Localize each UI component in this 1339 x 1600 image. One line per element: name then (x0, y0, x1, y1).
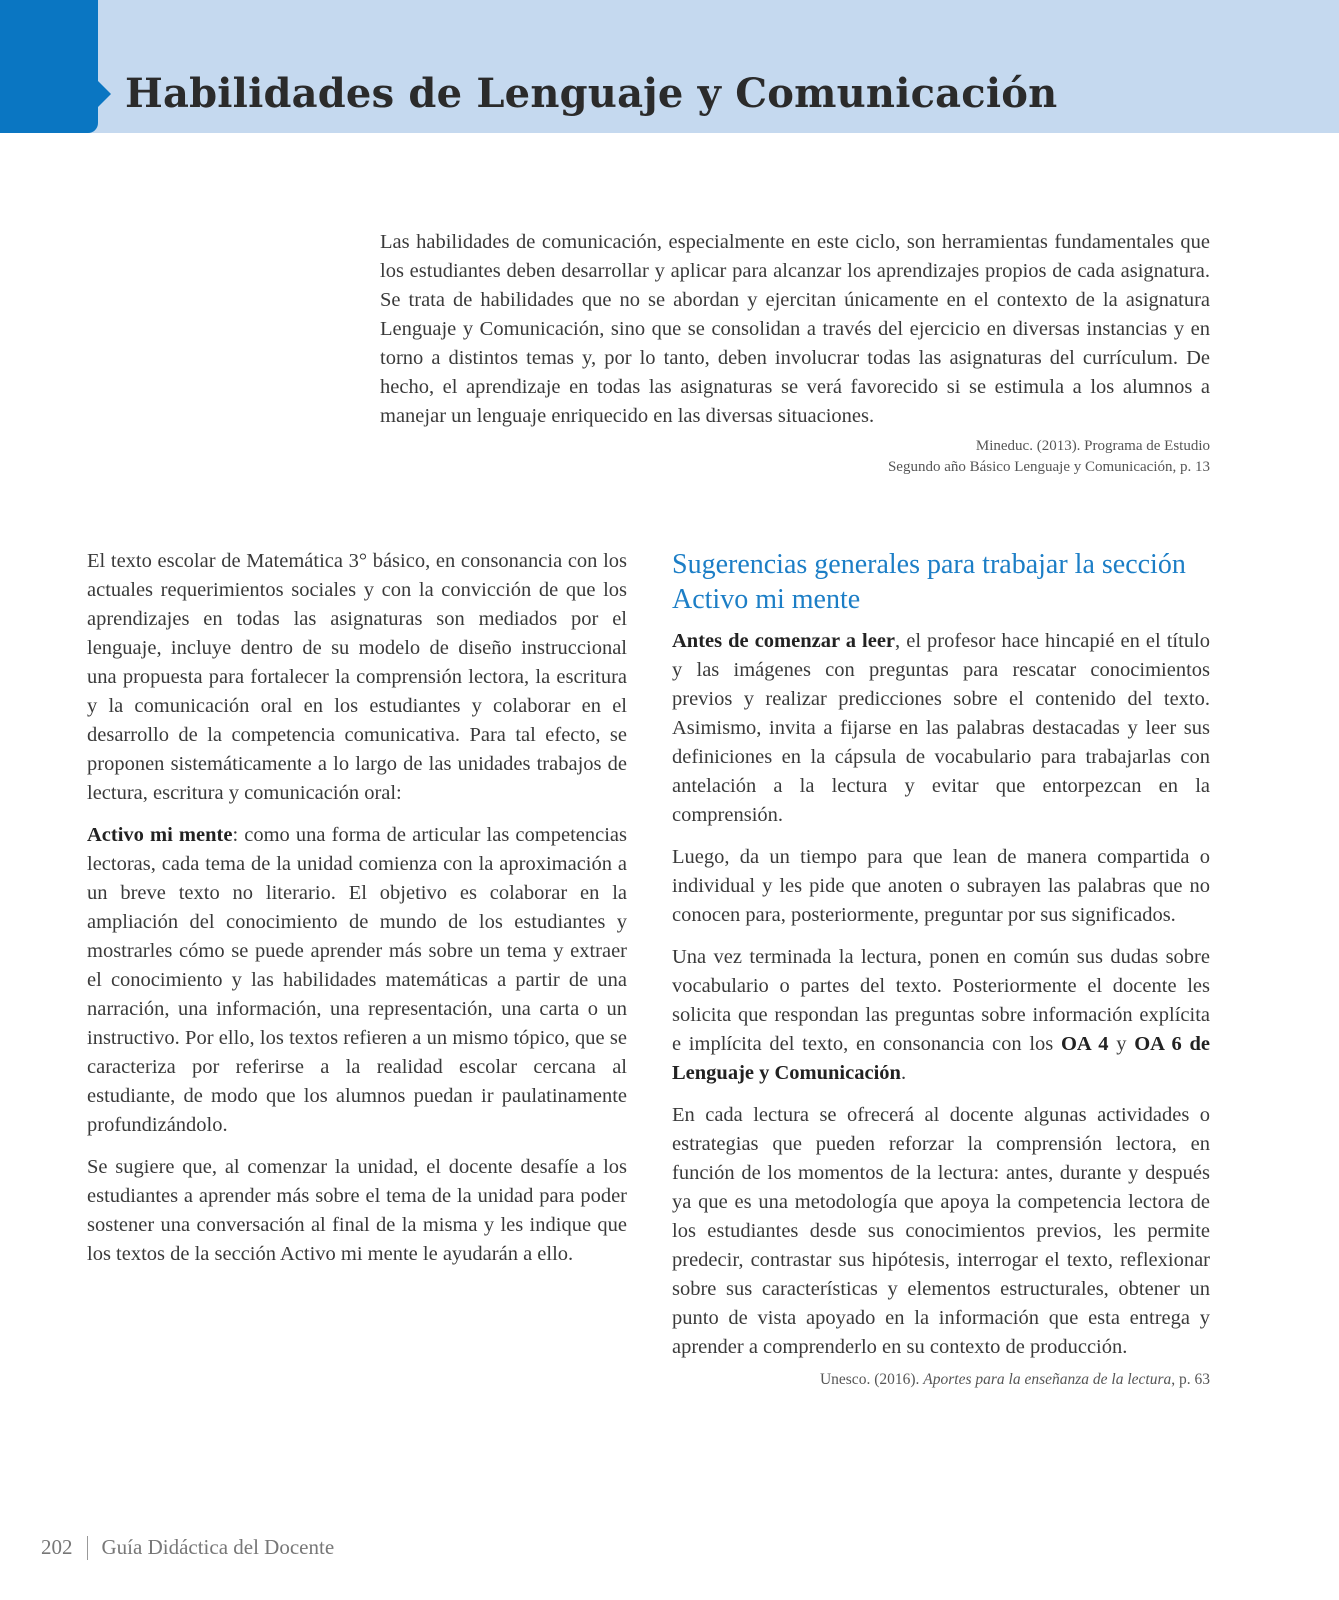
left-paragraph-2 (87, 821, 627, 1140)
quote-citation-line-2: Segundo año Básico Lenguaje y Comunicación, p. 13 (887, 459, 1210, 475)
unesco-citation-start: Unesco. (2016). (819, 1371, 924, 1388)
left-column (87, 547, 627, 1282)
right-paragraph-1 (672, 627, 1210, 830)
left-paragraph-2-text: : como una forma de articular las competencias lectoras, cada tema de la unidad comienza con la aproximación a un breve texto no literario. El objetivo es colaborar en la ampliación del conocimiento de mundo de los estudiantes y mostrarles cómo se puede aprender más sobre un tema y extraer el conocimiento y las habilidades matemáticas a partir de una narración, una información, una representación, una carta o un instructivo. Por ello, los textos refieren a un mismo tópico, que se caracteriza por referirse a la realidad escolar cercana al estudiante, de modo que los alumnos puedan ir paulatinamente profundizándolo. (87, 824, 627, 1136)
left-paragraph-1: El texto escolar de Matemática 3° básico, en consonancia con los actuales requerimientos sociales y con la convicción de que los aprendizajes en todas las asignaturas son mediados por el lenguaje, incluye dentro de su modelo de diseño instruccional una propuesta para fortalecer la comprensión lectora, la escritura y la comunicación oral en los estudiantes y colaborar en el desarrollo de la competencia comunicativa. Para tal efecto, se proponen sistemáticamente a lo largo de las unidades trabajos de lectura, escritura y comunicación oral: (87, 550, 627, 804)
header-arrow-icon (98, 81, 111, 107)
unesco-citation (672, 1369, 1210, 1390)
right-paragraph-2: Luego, da un tiempo para que lean de manera compartida o individual y les pide que anoten o subrayen las palabras que no conocen para, posteriormente, preguntar por sus significados. (672, 846, 1210, 926)
unesco-citation-end: , p. 63 (1171, 1371, 1210, 1388)
book-title: Guía Didáctica del Docente (101, 1535, 335, 1559)
footer-divider (87, 1536, 88, 1560)
right-column (672, 547, 1210, 1390)
page-footer (41, 1535, 334, 1560)
activo-mi-mente-term: Activo mi mente (87, 824, 233, 846)
page-number: 202 (41, 1535, 73, 1559)
unesco-citation-title: Aportes para la enseñanza de la lectura (923, 1371, 1172, 1388)
quote-citation-line-1: Mineduc. (2013). Programa de Estudio (975, 438, 1210, 454)
right-paragraph-1-text: , el profesor hace hincapié en el título y las imágenes con preguntas para rescatar conocimientos previos y realizar predicciones sobre el contenido del texto. Asimismo, invita a fijarse en las palabras destacadas y leer sus definiciones en la cápsula de vocabulario para trabajarlas con antelación a la lectura y evitar que entorpezcan en la comprensión. (672, 630, 1211, 826)
right-paragraph-3-end: . (900, 1062, 907, 1084)
antes-de-leer-term: Antes de comenzar a leer (672, 630, 896, 652)
page-title: Habilidades de Lenguaje y Comunicación (125, 70, 1058, 117)
right-paragraph-3-mid: y (1108, 1033, 1135, 1055)
section-heading: Sugerencias generales para trabajar la sección Activo mi mente (672, 549, 1186, 615)
left-paragraph-3: Se sugiere que, al comenzar la unidad, el docente desafíe a los estudiantes a aprender más sobre el tema de la unidad para poder sostener una conversación al final de la misma y les indique que los textos de la sección Activo mi mente le ayudarán a ello. (87, 1156, 627, 1265)
intro-quote (380, 228, 1210, 478)
header-accent-tab (0, 0, 98, 133)
oa6-term: OA 6 de Lenguaje y Comunicación (672, 1033, 1210, 1084)
right-paragraph-3-start: Una vez terminada la lectura, ponen en común sus dudas sobre vocabulario o partes del texto. Posteriormente el docente les solicita que respondan las preguntas sobre información explícita e implícita del texto, en consonancia con los (672, 946, 1210, 1055)
right-paragraph-3 (672, 943, 1210, 1088)
quote-text: Las habilidades de comunicación, especialmente en este ciclo, son herramientas fundamentales que los estudiantes deben desarrollar y aplicar para alcanzar los aprendizajes propios de cada asignatura. Se trata de habilidades que no se abordan y ejercitan únicamente en el contexto de la asignatura Lenguaje y Comunicación, sino que se consolidan a través del ejercicio en diversas instancias y en torno a distintos temas y, por lo tanto, deben involucrar todas las asignaturas del currículum. De hecho, el aprendizaje en todas las asignaturas se verá favorecido si se estimula a los alumnos a manejar un lenguaje enriquecido en las diversas situaciones. (380, 231, 1210, 427)
oa4-term: OA 4 (1060, 1033, 1109, 1055)
right-paragraph-4: En cada lectura se ofrecerá al docente algunas actividades o estrategias que pueden reforzar la comprensión lectora, en función de los momentos de la lectura: antes, durante y después ya que es una metodología que apoya la competencia lectora de los estudiantes desde sus conocimientos previos, les permite predecir, contrastar sus hipótesis, interrogar el texto, reflexionar sobre sus características y elementos estructurales, obtener un punto de vista apoyado en la información que esta entrega y aprender a comprenderlo en su contexto de producción. (672, 1104, 1210, 1358)
